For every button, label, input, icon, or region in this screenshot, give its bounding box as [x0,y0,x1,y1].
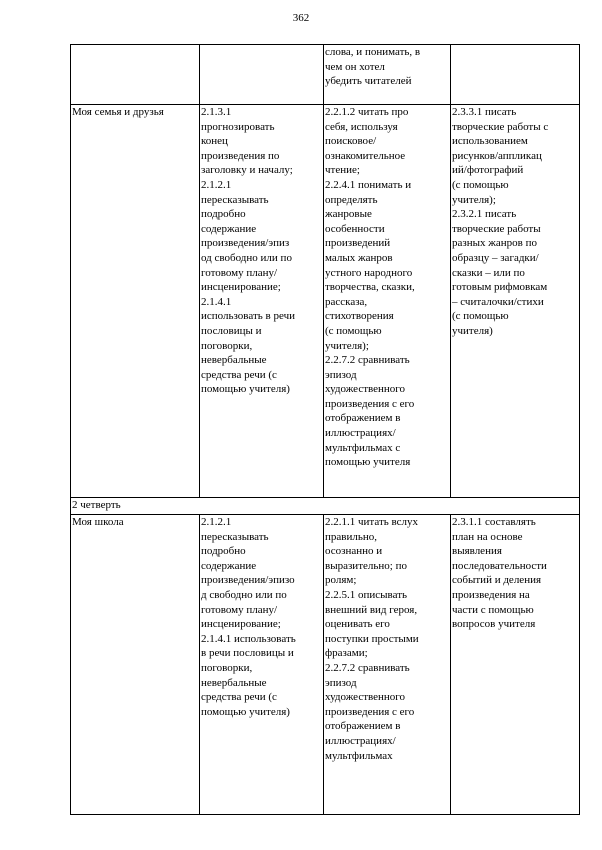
objective-cell [451,45,580,105]
objective-line: готовому плану/ [201,603,278,616]
objective-line: прогнозировать [201,120,275,133]
objective-line: помощью учителя) [201,383,290,396]
objective-line: произведений [325,237,391,250]
objective-line: поисковое/ [325,135,377,148]
objective-line: – считалочки/стихи [452,295,544,308]
objective-line: помощью учителя [325,456,411,469]
quarter-label: 2 четверть [71,498,580,515]
objective-cell [324,45,451,105]
objective-line: (с помощью [452,310,509,323]
objective-line: средства речи (с [201,368,277,381]
objective-line: конец [201,135,228,148]
objective-line: чтение; [325,164,360,177]
objective-line: пересказывать [201,193,269,206]
objective-line: малых жанров [325,251,393,264]
objective-line: подробно [201,208,246,221]
objective-line: произведения/эпиз [201,237,290,250]
objective-line: определять [325,193,378,206]
objective-cell [200,515,324,815]
table-row [71,515,580,815]
objective-line: произведения с его [325,705,415,718]
objective-line: иллюстрациях/ [325,734,396,747]
objective-line: невербальные [201,354,267,367]
objective-line: произведения/эпизо [201,574,295,587]
objective-line: учителя) [452,324,493,337]
objective-line: д свободно или по [201,588,287,601]
objective-line: вопросов учителя [452,618,536,631]
objective-line: выявления [452,545,502,558]
objective-line: иллюстрациях/ [325,427,396,440]
objective-line: 2.3.2.1 писать [452,208,517,221]
objective-line: 2.2.1.1 читать вслух [325,516,419,528]
objective-line: 2.1.2.1 [201,178,232,191]
objective-line: эпизод [325,676,357,689]
objective-line: части с помощью [452,603,534,616]
objective-cell [200,105,324,498]
objective-line: произведения с его [325,397,415,410]
objective-line: заголовку и началу; [201,164,293,177]
objective-line: готовым рифмовкам [452,281,548,294]
objective-line: творчества, сказки, [325,281,415,294]
objective-line: слова, и понимать, в [325,46,421,58]
objective-line: 2.2.4.1 понимать и [325,178,412,191]
objective-line: подробно [201,545,246,558]
objective-line: план на основе [452,530,523,543]
quarter-row [71,498,580,515]
objective-line: мультфильмах [325,749,393,762]
objective-line: особенности [325,222,385,235]
objective-line: учителя); [452,193,496,206]
objective-line: в речи пословицы и [201,647,294,660]
objective-line: оценивать его [325,618,390,631]
objective-line: стихотворения [325,310,394,323]
objective-line: содержание [201,559,257,572]
objective-line: 2.1.4.1 [201,295,232,308]
objective-line: 2.2.1.2 читать про [325,106,409,118]
objective-cell [200,45,324,105]
objective-cell [324,105,451,498]
objective-line: содержание [201,222,257,235]
objective-line: 2.2.7.2 сравнивать [325,661,410,674]
topic-cell: Моя семья и друзья [71,105,200,498]
objective-line: 2.2.5.1 описывать [325,588,408,601]
page-number: 362 [292,12,310,24]
objective-line: правильно, [325,530,377,543]
objective-line: отображением в [325,720,401,733]
objective-line: сказки – или по [452,266,525,279]
objective-line: произведения на [452,588,530,601]
objective-line: убедить читателей [325,75,412,88]
objective-line: мультфильмах с [325,441,401,454]
objective-line: внешний вид героя, [325,603,418,616]
objective-line: эпизод [325,368,357,381]
objective-line: готовому плану/ [201,266,278,279]
objective-line: помощью учителя) [201,705,290,718]
objective-line: событий и деления [452,574,542,587]
objective-line: жанровые [325,208,372,221]
objective-line: од свободно или по [201,251,292,264]
objective-cell [451,105,580,498]
objective-line: 2.3.1.1 составлять [452,516,536,528]
objective-line: поговорки, [201,339,253,352]
curriculum-table [70,44,580,815]
objective-line: средства речи (с [201,691,277,704]
objective-line: творческие работы с [452,120,549,133]
objective-line: рисунков/аппликац [452,149,542,162]
objective-line: последовательности [452,559,547,572]
objective-line: ознакомительное [325,149,406,162]
objective-line: художественного [325,691,406,704]
topic-cell [71,45,200,105]
objective-line: разных жанров по [452,237,537,250]
table-row [71,45,580,105]
objective-line: инсценирование; [201,281,281,294]
objective-line: фразами; [325,647,368,660]
objective-line: 2.1.2.1 [201,516,232,528]
objective-line: 2.1.4.1 использовать [201,632,296,645]
objective-line: поговорки, [201,661,253,674]
table-row [71,105,580,498]
objective-line: невербальные [201,676,267,689]
objective-line: ий/фотографий [452,164,524,177]
objective-line: осознанно и [325,545,383,558]
objective-line: ролям; [325,574,357,587]
objective-line: рассказа, [325,295,368,308]
objective-line: пересказывать [201,530,269,543]
objective-cell [451,515,580,815]
objective-line: поступки простыми [325,632,419,645]
objective-line: 2.3.3.1 писать [452,106,517,118]
objective-line: творческие работы [452,222,541,235]
objective-line: выразительно; по [325,559,407,572]
objective-line: учителя); [325,339,369,352]
objective-line: использовать в речи [201,310,295,323]
objective-line: чем он хотел [325,60,385,73]
objective-line: образцу – загадки/ [452,251,539,264]
objective-line: отображением в [325,412,401,425]
objective-line: художественного [325,383,406,396]
objective-line: произведения по [201,149,280,162]
objective-line: 2.2.7.2 сравнивать [325,354,410,367]
topic-cell: Моя школа [71,515,200,815]
objective-line: использованием [452,135,528,148]
objective-line: (с помощью [452,178,509,191]
objective-line: (с помощью [325,324,382,337]
objective-cell [324,515,451,815]
objective-line: себя, используя [325,120,398,133]
objective-line: инсценирование; [201,618,281,631]
objective-line: пословицы и [201,324,262,337]
objective-line: 2.1.3.1 [201,106,232,118]
objective-line: устного народного [325,266,413,279]
